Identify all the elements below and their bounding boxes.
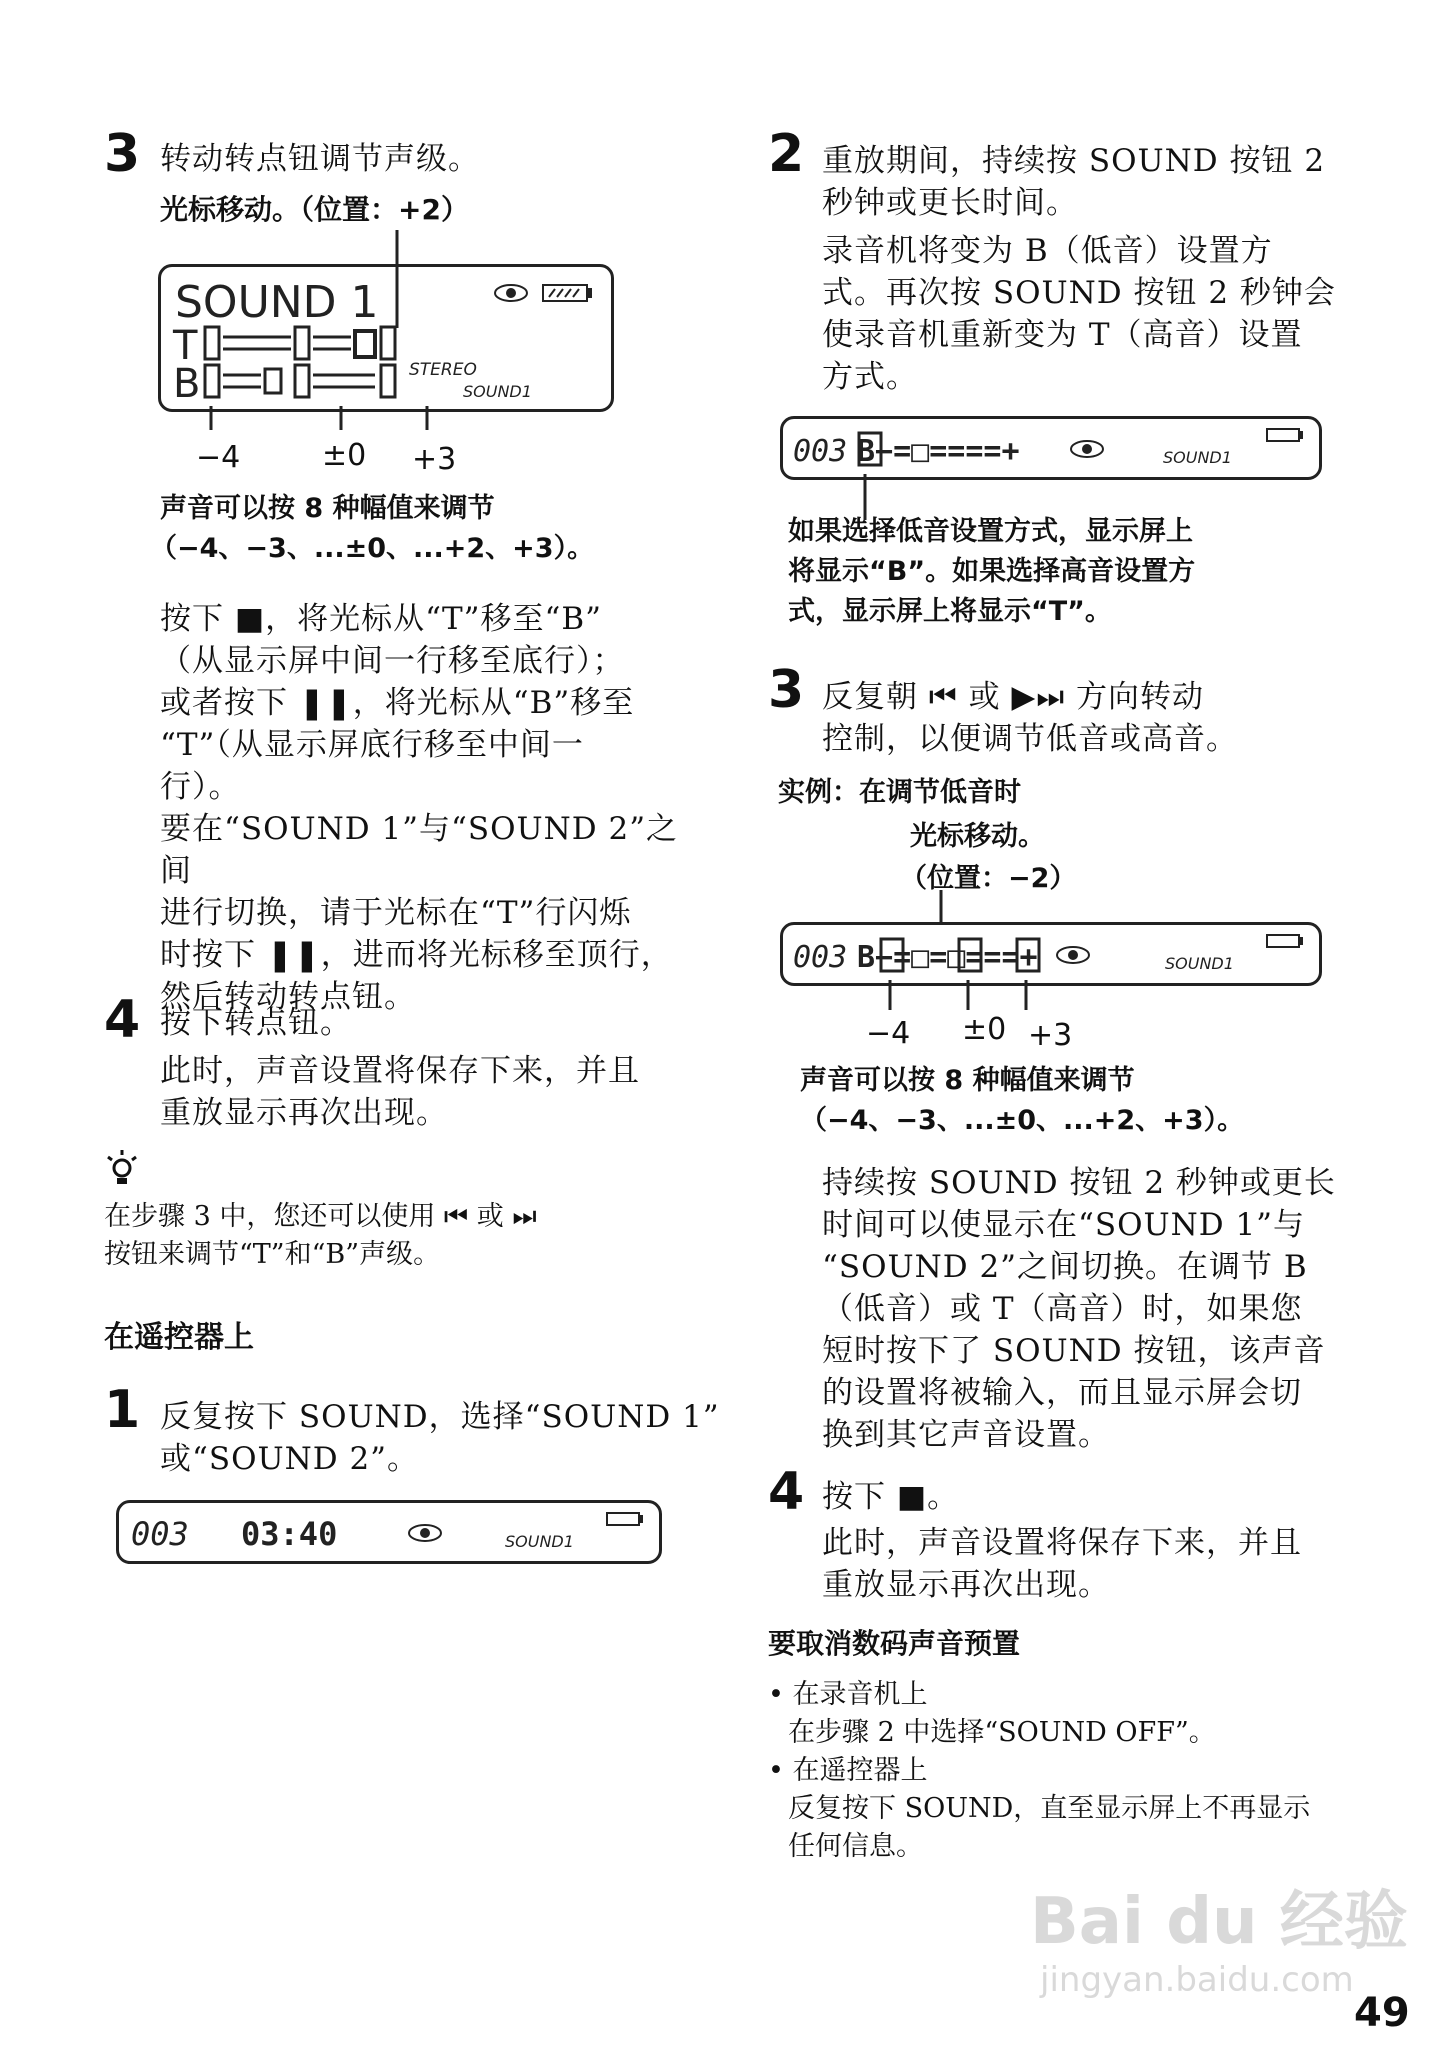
right-levels-line-2: （−4、−3、...±0、...+2、+3）。 [800,1105,1245,1136]
right-step-2-number: 2 [768,124,805,184]
tick-minus4: −4 [196,440,241,475]
tick-plus3: +3 [412,442,457,477]
caption-line: 将显示“B”。如果选择高音设置方 [788,556,1196,587]
para-line: “T”（从显示屏底行移至中间一 [160,727,584,763]
para-line: 或者按下 ❚❚，将光标从“B”移至 [160,685,635,721]
right-step-3-number: 3 [768,660,805,720]
disc-icon [1057,947,1089,963]
para-line: 换到其它声音设置。 [822,1417,1110,1453]
levels-line-1: 声音可以按 8 种幅值来调节 [160,493,495,524]
tip-line: 在步骤 3 中，您还可以使用 ⏮ 或 ⏭ [104,1201,537,1232]
right-levels-line-1: 声音可以按 8 种幅值来调节 [800,1065,1135,1096]
step-1-number: 1 [104,1380,141,1440]
disc-icon [495,285,527,301]
lcd-track: 003 [793,940,848,975]
right-step-4-number: 4 [768,1462,805,1522]
step-line: 反复朝 ⏮ 或 ▶⏭ 方向转动 [822,679,1205,715]
cursor-note: 光标移动。（位置：+2） [160,193,469,226]
page-number: 49 [1354,1990,1410,2036]
battery-icon [607,1513,642,1525]
right-step-3-text [822,676,1238,760]
para-line: 进行切换，请于光标在“T”行闪烁 [160,895,632,931]
step-4-instruction: 按下转点钮。 [160,1005,352,1041]
step-4-number: 4 [104,990,141,1050]
bullet-title: • 在录音机上 [768,1679,928,1710]
para-line: 此时，声音设置将保存下来，并且 [822,1525,1302,1561]
step-4-paragraph [160,1050,640,1134]
step-line: 控制，以便调节低音或高音。 [822,721,1238,757]
para-line: 录音机将变为 B（低音）设置方 [822,233,1273,269]
caption-line: 如果选择低音设置方式，显示屏上 [788,516,1193,547]
para-line: 时按下 ❚❚，进而将光标移至顶行， [160,937,673,973]
para-line: 使录音机重新变为 T（高音）设置 [822,317,1303,353]
para-line: 行）。 [160,769,241,805]
battery-icon [1267,935,1302,947]
step-1-text [160,1396,720,1480]
lcd-display-remote [116,1500,662,1564]
caption-line: 式，显示屏上将显示“T”。 [788,596,1112,627]
para-line: 短时按下了 SOUND 按钮，该声音 [822,1333,1326,1369]
example-label: 实例：在调节低音时 [778,777,1021,808]
lcd-bar: B−=□=□===+ [857,940,1038,975]
bullet-title: • 在遥控器上 [768,1755,928,1786]
lightbulb-icon [104,1148,140,1188]
lcd-sound1-small: SOUND1 [463,382,532,401]
disc-icon [1071,441,1103,457]
watermark-logo: Bai du 经验 [1030,1885,1408,1959]
para-line: （从显示屏中间一行移至底行）； [160,643,625,679]
para-line: 按下 ■，将光标从“T”移至“B” [160,601,602,637]
step-1-line: 或“SOUND 2”。 [160,1441,420,1477]
bullet-text: 反复按下 SOUND，直至显示屏上不再显示 [788,1793,1311,1824]
right-step-3-paragraph [822,1162,1336,1456]
para-line: “SOUND 2”之间切换。在调节 B [822,1249,1308,1285]
step-3-paragraph [160,598,680,1018]
para-line: 重放显示再次出现。 [160,1095,448,1131]
watermark-url: jingyan.baidu.com [1040,1960,1354,2000]
para-line: 持续按 SOUND 按钮 2 秒钟或更长 [822,1165,1336,1201]
para-line: 式。再次按 SOUND 按钮 2 秒钟会 [822,275,1336,311]
right-tick-zero: ±0 [962,1012,1007,1047]
lcd-sound1-small: SOUND1 [505,1532,574,1551]
remote-heading: 在遥控器上 [104,1320,254,1355]
disc-icon [409,1525,441,1541]
lcd-stereo: STEREO [409,360,477,380]
para-line: 然后转动转点钮。 [160,979,416,1015]
step-line: 秒钟或更长时间。 [822,185,1078,221]
para-line: 此时，声音设置将保存下来，并且 [160,1053,640,1089]
bullet-text: 任何信息。 [788,1831,923,1862]
right-step-2-paragraph [822,230,1336,398]
para-line: 方式。 [822,359,918,395]
step-3-instruction: 转动转点钮调节声级。 [160,141,480,177]
step-1-line: 反复按下 SOUND，选择“SOUND 1” [160,1399,720,1435]
lcd-display-example [780,922,1322,986]
lcd-sound1-small: SOUND1 [1163,448,1232,467]
para-line: 要在“SOUND 1”与“SOUND 2”之间 [160,811,679,889]
cursor-note-2: （位置：−2） [900,863,1077,894]
lcd-display-bass [780,416,1322,480]
right-step-4-instruction: 按下 ■。 [822,1479,960,1515]
battery-icon [1267,429,1302,441]
lcd-track: 003 [131,1515,189,1553]
lcd1-pointer-lines [150,230,450,460]
lcd-sound1-small: SOUND1 [1165,954,1234,973]
lcd-b-label: B [173,361,201,407]
bass-caption [788,512,1195,632]
right-tick-minus4: −4 [866,1016,911,1051]
tip-text [104,1198,537,1274]
cancel-bullets [768,1676,1310,1866]
cancel-heading: 要取消数码声音预置 [768,1627,1021,1660]
right-step-2-text [822,140,1325,224]
cursor-note-1: 光标移动。 [910,821,1045,852]
bullet-text: 在步骤 2 中选择“SOUND OFF”。 [788,1717,1216,1748]
lcd-time: 03:40 [241,1515,338,1553]
para-line: 重放显示再次出现。 [822,1567,1110,1603]
para-line: 时间可以使显示在“SOUND 1”与 [822,1207,1306,1243]
lcd-track: 003 [793,434,848,469]
lcd-bar: B−=□====+ [857,434,1020,469]
battery-icon [543,285,591,301]
lcd-t-label: T [173,323,198,369]
lcd-sound1-text: SOUND 1 [175,277,379,328]
para-line: （低音）或 T（高音）时，如果您 [822,1291,1303,1327]
tick-zero: ±0 [322,438,367,473]
step-3-number: 3 [104,124,141,184]
tip-line: 按钮来调节“T”和“B”声级。 [104,1239,441,1270]
levels-line-2: （−4、−3、...±0、...+2、+3）。 [150,533,595,564]
right-tick-plus3: +3 [1028,1018,1073,1053]
para-line: 的设置将被输入，而且显示屏会切 [822,1375,1302,1411]
right-step-4-paragraph [822,1522,1302,1606]
step-line: 重放期间，持续按 SOUND 按钮 2 [822,143,1326,179]
